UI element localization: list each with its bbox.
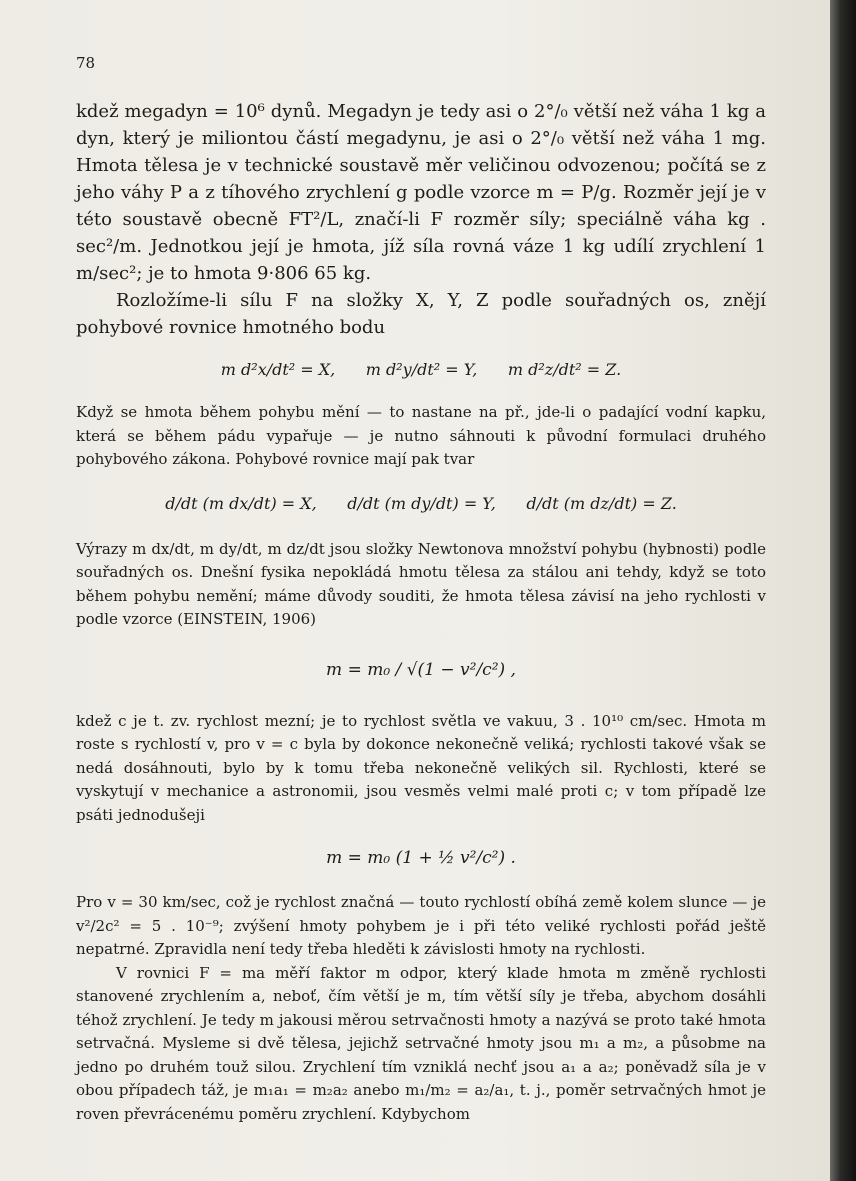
paragraph-newton-momentum: Výrazy m dx/dt, m dy/dt, m dz/dt jsou složky Newtonova množství pohybu (hybnosti) podle souřadných os. Dnešní fysika nepokládá hmotu tělesa za stálou ani tehdy, když se toto během pohybu nemění; máme důvody souditi, že hmota tělesa závisí na jeho rychlosti v podle vzorce (EINSTEIN, 1906)	[76, 539, 766, 628]
page-body	[76, 98, 766, 1126]
equation-motion: m d²x/dt² = X, m d²y/dt² = Y, m d²z/dt² = Z.	[220, 360, 622, 379]
paragraph-force-components: Rozložíme-li sílu F na složky X, Y, Z podle souřadných os, znějí pohybové rovnice hmotného bodu	[76, 290, 766, 338]
equation-approx-mass: m = m₀ (1 + ½ v²/c²) .	[326, 848, 516, 868]
paragraph-inertial-mass: V rovnici F = ma měří faktor m odpor, který klade hmota m změně rychlosti stanovené zrychlením a, neboť, čím větší je m, tím větší síly je třeba, abychom dosáhli téhož zrychlení. Je tedy m jakousi měrou setrvačnosti hmoty a nazývá se proto také hmota setrvačná. Mysleme si dvě tělesa, jejichž setrvačné hmoty jsou m₁ a m₂, a působme na jedno po druhém touž silou. Zrychlení tím vzniklá nechť jsou a₁ a a₂; poněvadž síla je v obou případech táž, je m₁a₁ = m₂a₂ anebo m₁/m₂ = a₂/a₁, t. j., poměr setrvačných hmot je roven převrácenému poměru zrychlení. Kdybychom	[76, 963, 766, 1123]
page-number: 78	[76, 54, 96, 72]
paragraph-earth-speed: Pro v = 30 km/sec, což je rychlost značná — touto rychlostí obíhá země kolem slunce — je v²/2c² = 5 . 10⁻⁹; zvýšení hmoty pohybem je i při této veliké rychlosti pořád ještě nepatrné. Zpravidla není tedy třeba hleděti k závislosti hmoty na rychlosti.	[76, 893, 766, 958]
book-spine-shadow	[830, 0, 856, 1181]
paragraph-variable-mass: Když se hmota během pohybu mění — to nastane na př., jde-li o padající vodní kapku, která se během pádu vypařuje — je nutno sáhnouti k původní formulaci druhého pohybového zákona. Pohybové rovnice mají pak tvar	[76, 403, 766, 468]
equation-relativistic-mass: m = m₀ / √(1 − v²/c²) ,	[326, 659, 516, 680]
paragraph-light-speed: kdež c je t. zv. rychlost mezní; je to rychlost světla ve vakuu, 3 . 10¹⁰ cm/sec. Hmota m roste s rychlostí v, pro v = c byla by dokonce nekonečně veliká; rychlosti takové však se nedá dosáhnouti, bylo by k tomu třeba nekonečně velikých sil. Rychlosti, které se vyskytují v mechanice a astronomii, jsou vesměs velmi malé proti c; v tom případě lze psáti jednodušeji	[76, 711, 766, 824]
equation-momentum: d/dt (m dx/dt) = X, d/dt (m dy/dt) = Y, d/dt (m dz/dt) = Z.	[165, 493, 677, 513]
paragraph-megadyn: kdež megadyn = 10⁶ dynů. Megadyn je tedy asi o 2°/₀ větší než váha 1 kg a dyn, který je miliontou částí megadynu, je asi o 2°/₀ větší než váha 1 mg. Hmota tělesa je v technické soustavě měr veličinou odvozenou; počítá se z jeho váhy P a z tíhového zrychlení g podle vzorce m = P/g. Rozměr její je v této soustavě obecně FT²/L, značí-li F rozměr síly; speciálně váha kg . sec²/m. Jednotkou její je hmota, jíž síla rovná váze 1 kg udílí zrychlení 1 m/sec²; je to hmota 9·806 65 kg.	[76, 101, 766, 284]
